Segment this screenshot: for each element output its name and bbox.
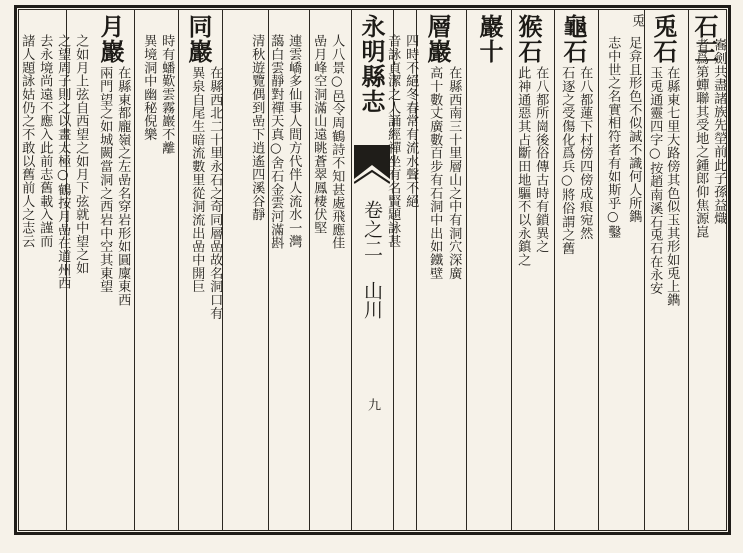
text-col-25: 在縣東都龐嶺之左嵒名穿岩形如圓廩東西 [115, 66, 131, 307]
column-rule [134, 9, 135, 531]
text-col-17: 嵒月峰空洞滿山遠眺蒼翠鳳棲伏堅 [311, 34, 327, 235]
text-col-20: 清秋遊覽偶到嵒下逍遙四溪谷靜 [249, 34, 265, 221]
heading-guishi: 龜石 [559, 14, 588, 64]
column-rule [466, 9, 467, 531]
text-col-8: 在八都蓮下村傍四傍成痕宛然 [577, 66, 593, 240]
text-col-5: 兎 [629, 14, 645, 28]
text-col-19: 藹白雲靜對禪天真○舍石金雲河滿斟 [268, 34, 284, 250]
volume-label: 卷之二 山川 [361, 200, 383, 320]
heading-houshi: 猴石 [514, 14, 543, 64]
text-col-9: 石逐之受傷化爲兵○將俗謂之舊 [559, 66, 575, 255]
heading-tushi: 兎石 [649, 14, 678, 64]
heading-tongyan: 同巖 [184, 14, 213, 64]
text-col-1: 㠐劍共盡諸族先塋前此子孫益熾 [711, 38, 727, 225]
column-rule [309, 9, 310, 531]
column-rule [178, 9, 179, 531]
text-col-3: 在縣東七里大路傍其色似玉其形如兎上鐫 [664, 66, 680, 307]
text-col-11: 此神通惡其占斷田地驅不以永鎮之 [515, 66, 531, 267]
text-col-12: 在縣西南三十里層山之中有洞穴深廣 [446, 66, 462, 280]
heading-yueyan: 月巖 [96, 14, 125, 64]
text-col-7: 志中世之名實相符者有如斯乎○鑿 [605, 36, 621, 239]
book-title: 永明縣志 [357, 14, 386, 114]
column-rule [688, 9, 689, 531]
text-col-6: 足弇且形色不似誠不識何人所鐫 [626, 36, 642, 223]
column-rule [222, 9, 223, 531]
column-rule [511, 9, 512, 531]
text-col-2: 者爲第蟬聯其受地之鍾郎仰焦源崑 [693, 38, 709, 239]
text-col-15: 音詠貞潔之人誦經禪坐有名賢題詠甚 [385, 34, 401, 248]
text-col-10: 在八都所崗後俗傳古時有鎖異之 [533, 66, 549, 253]
text-col-16: 人八景○邑令周鶴詩不知甚處飛應佳 [329, 34, 345, 250]
text-col-23: 時有蟠歎雲霧巖不離 [159, 34, 175, 155]
text-col-27: 之如月上弦自西望之如月下弦就中望之如 [73, 34, 89, 275]
column-rule [554, 9, 555, 531]
heading-shisan: 石三 [690, 14, 719, 64]
text-col-28: 之望周子則之以畫太極○鶴按月嵒在道州西 [55, 34, 71, 290]
text-col-30: 諸人題詠姑仍之不敢以舊前人之志云 [19, 34, 35, 248]
text-col-29: 去永境尚遠不應入此前志舊載入謹而 [37, 34, 53, 248]
column-rule [598, 9, 599, 531]
text-col-22: 異泉自尾生暗流數里從洞流出嵒中開巨 [189, 66, 205, 293]
text-col-24: 異境洞中幽秘倪樂 [141, 34, 157, 141]
text-col-4: 玉兎通靈四字○按趙南溪石兎石在永安 [647, 66, 663, 295]
heading-cengyan: 層巖 [423, 14, 452, 64]
text-col-26: 兩門望之如城闕當洞之西岩中空其東望 [97, 66, 113, 293]
page-number: 九 [365, 398, 380, 411]
text-col-14: 四時不絕冬春常有流水聲不絕 [403, 34, 419, 208]
text-col-13: 高十數丈廣數百步有石洞中出如鐵壁 [427, 66, 443, 280]
heading-yanshi: 巖十 [475, 14, 504, 64]
column-rule [644, 9, 645, 531]
text-col-18: 連雲嶠多仙事人間方代伴人流水一灣 [286, 34, 302, 248]
text-col-21: 在縣西北二十里永石之奇同層嵒故名洞口有 [207, 66, 223, 320]
